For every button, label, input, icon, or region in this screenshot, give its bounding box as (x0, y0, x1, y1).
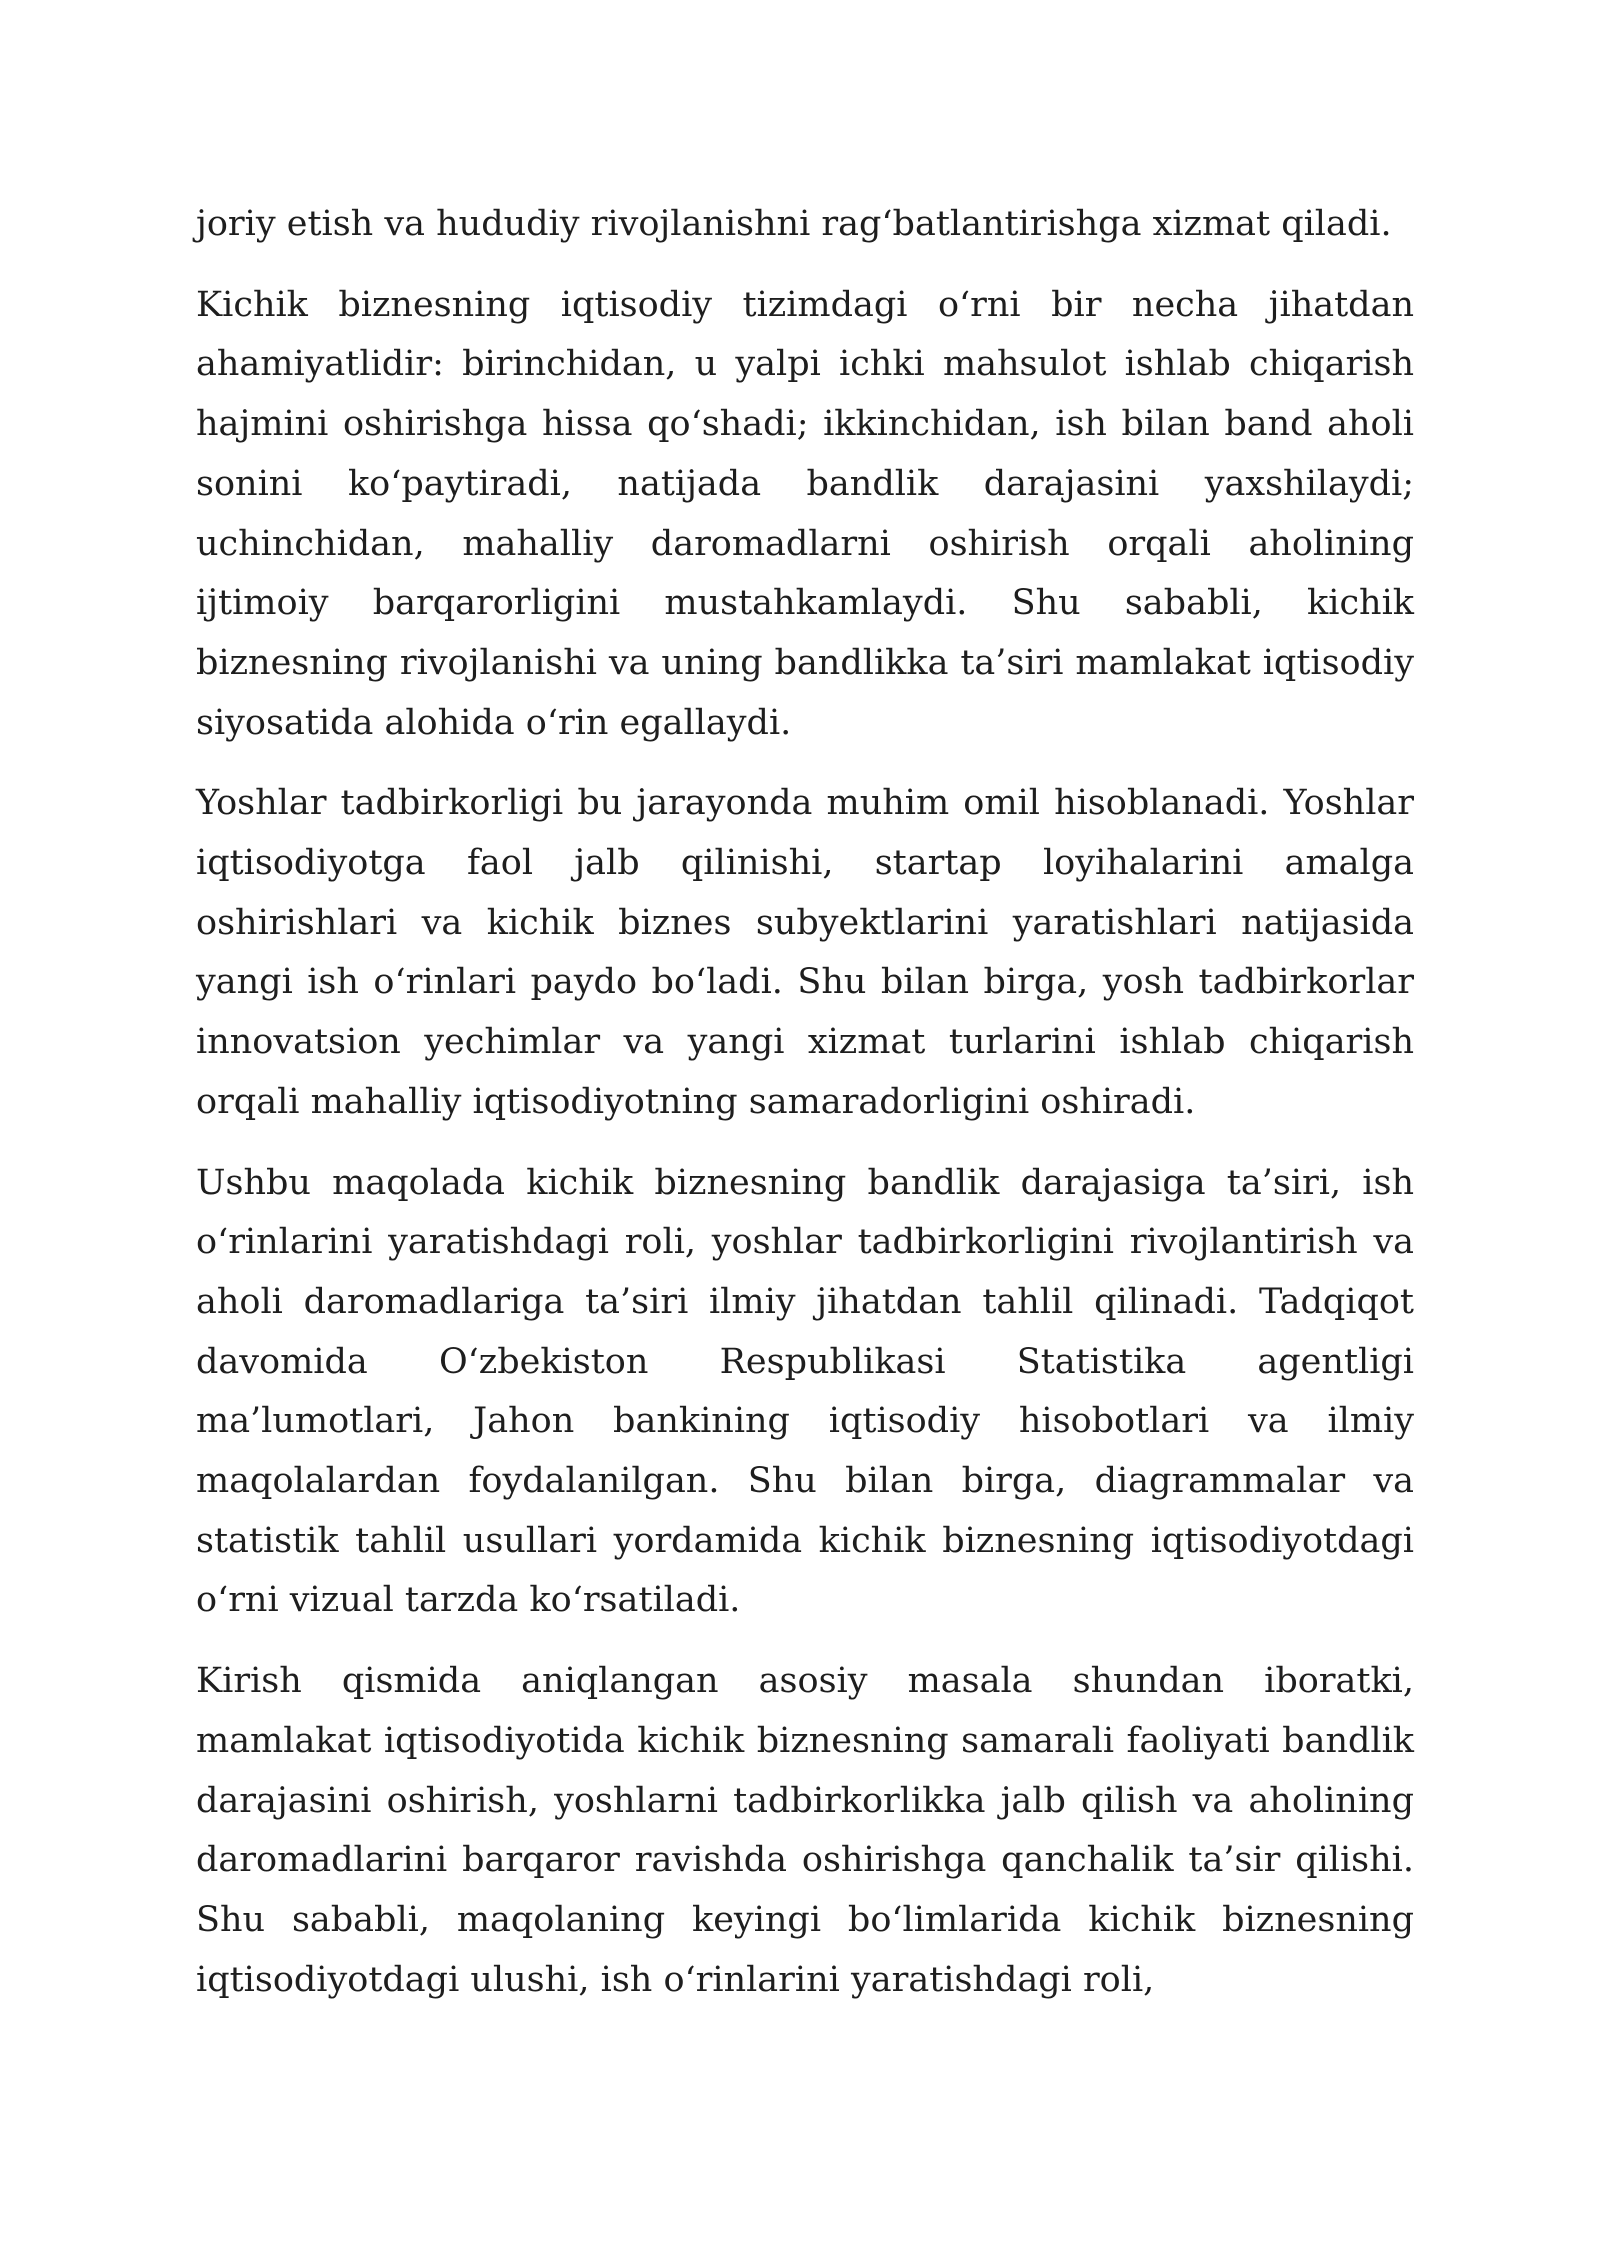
paragraph-youth-entrepreneurship: Yoshlar tadbirkorligi bu jarayonda muhim omil hisoblanadi. Yoshlar iqtisodiyotga faol jalb qilinishi, startap loyihalarini amalga oshirishlari va kichik biznes subyektlarini yaratishlari natijasida yangi ish o‘rinlari paydo bo‘ladi. Shu bilan birga, yosh tadbirkorlar innovatsion yechimlar va yangi xizmat turlarini ishlab chiqarish orqali mahalliy iqtisodiyotning samaradorligini oshiradi. (196, 783, 1414, 1122)
paragraph-article-scope: Ushbu maqolada kichik biznesning bandlik darajasiga ta’siri, ish o‘rinlarini yaratishdagi roli, yoshlar tadbirkorligini rivojlantirish va aholi daromadlariga ta’siri ilmiy jihatdan tahlil qilinadi. Tadqiqot davomida O‘zbekiston Respublikasi Statistika agentligi ma’lumotlari, Jahon bankining iqtisodiy hisobotlari va ilmiy maqolalardan foydalanilgan. Shu bilan birga, diagrammalar va statistik tahlil usullari yordamida kichik biznesning iqtisodiyotdagi o‘rni vizual tarzda ko‘rsatiladi. (196, 1162, 1414, 1621)
paragraph-research-question: Kirish qismida aniqlangan asosiy masala shundan iboratki, mamlakat iqtisodiyotida kichik biznesning samarali faoliyati bandlik darajasini oshirish, yoshlarni tadbirkorlikka jalb qilish va aholining daromadlarini barqaror ravishda oshirishga qanchalik ta’sir qilishi. Shu sababli, maqolaning keyingi bo‘limlarida kichik biznesning iqtisodiyotdagi ulushi, ish o‘rinlarini yaratishdagi roli, (196, 1661, 1414, 2000)
paragraph-continuation: joriy etish va hududiy rivojlanishni rag‘batlantirishga xizmat qiladi. (196, 204, 1392, 244)
paragraph-small-business-role: Kichik biznesning iqtisodiy tizimdagi o‘rni bir necha jihatdan ahamiyatlidir: birinchidan, u yalpi ichki mahsulot ishlab chiqarish hajmini oshirishga hissa qo‘shadi; ikkinchidan, ish bilan band aholi sonini ko‘paytiradi, natijada bandlik darajasini yaxshilaydi; uchinchidan, mahalliy daromadlarni oshirish orqali aholining ijtimoiy barqarorligini mustahkamlaydi. Shu sababli, kichik biznesning rivojlanishi va uning bandlikka ta’siri mamlakat iqtisodiy siyosatida alohida o‘rin egallaydi. (196, 284, 1414, 743)
document-page (196, 195, 1414, 2010)
